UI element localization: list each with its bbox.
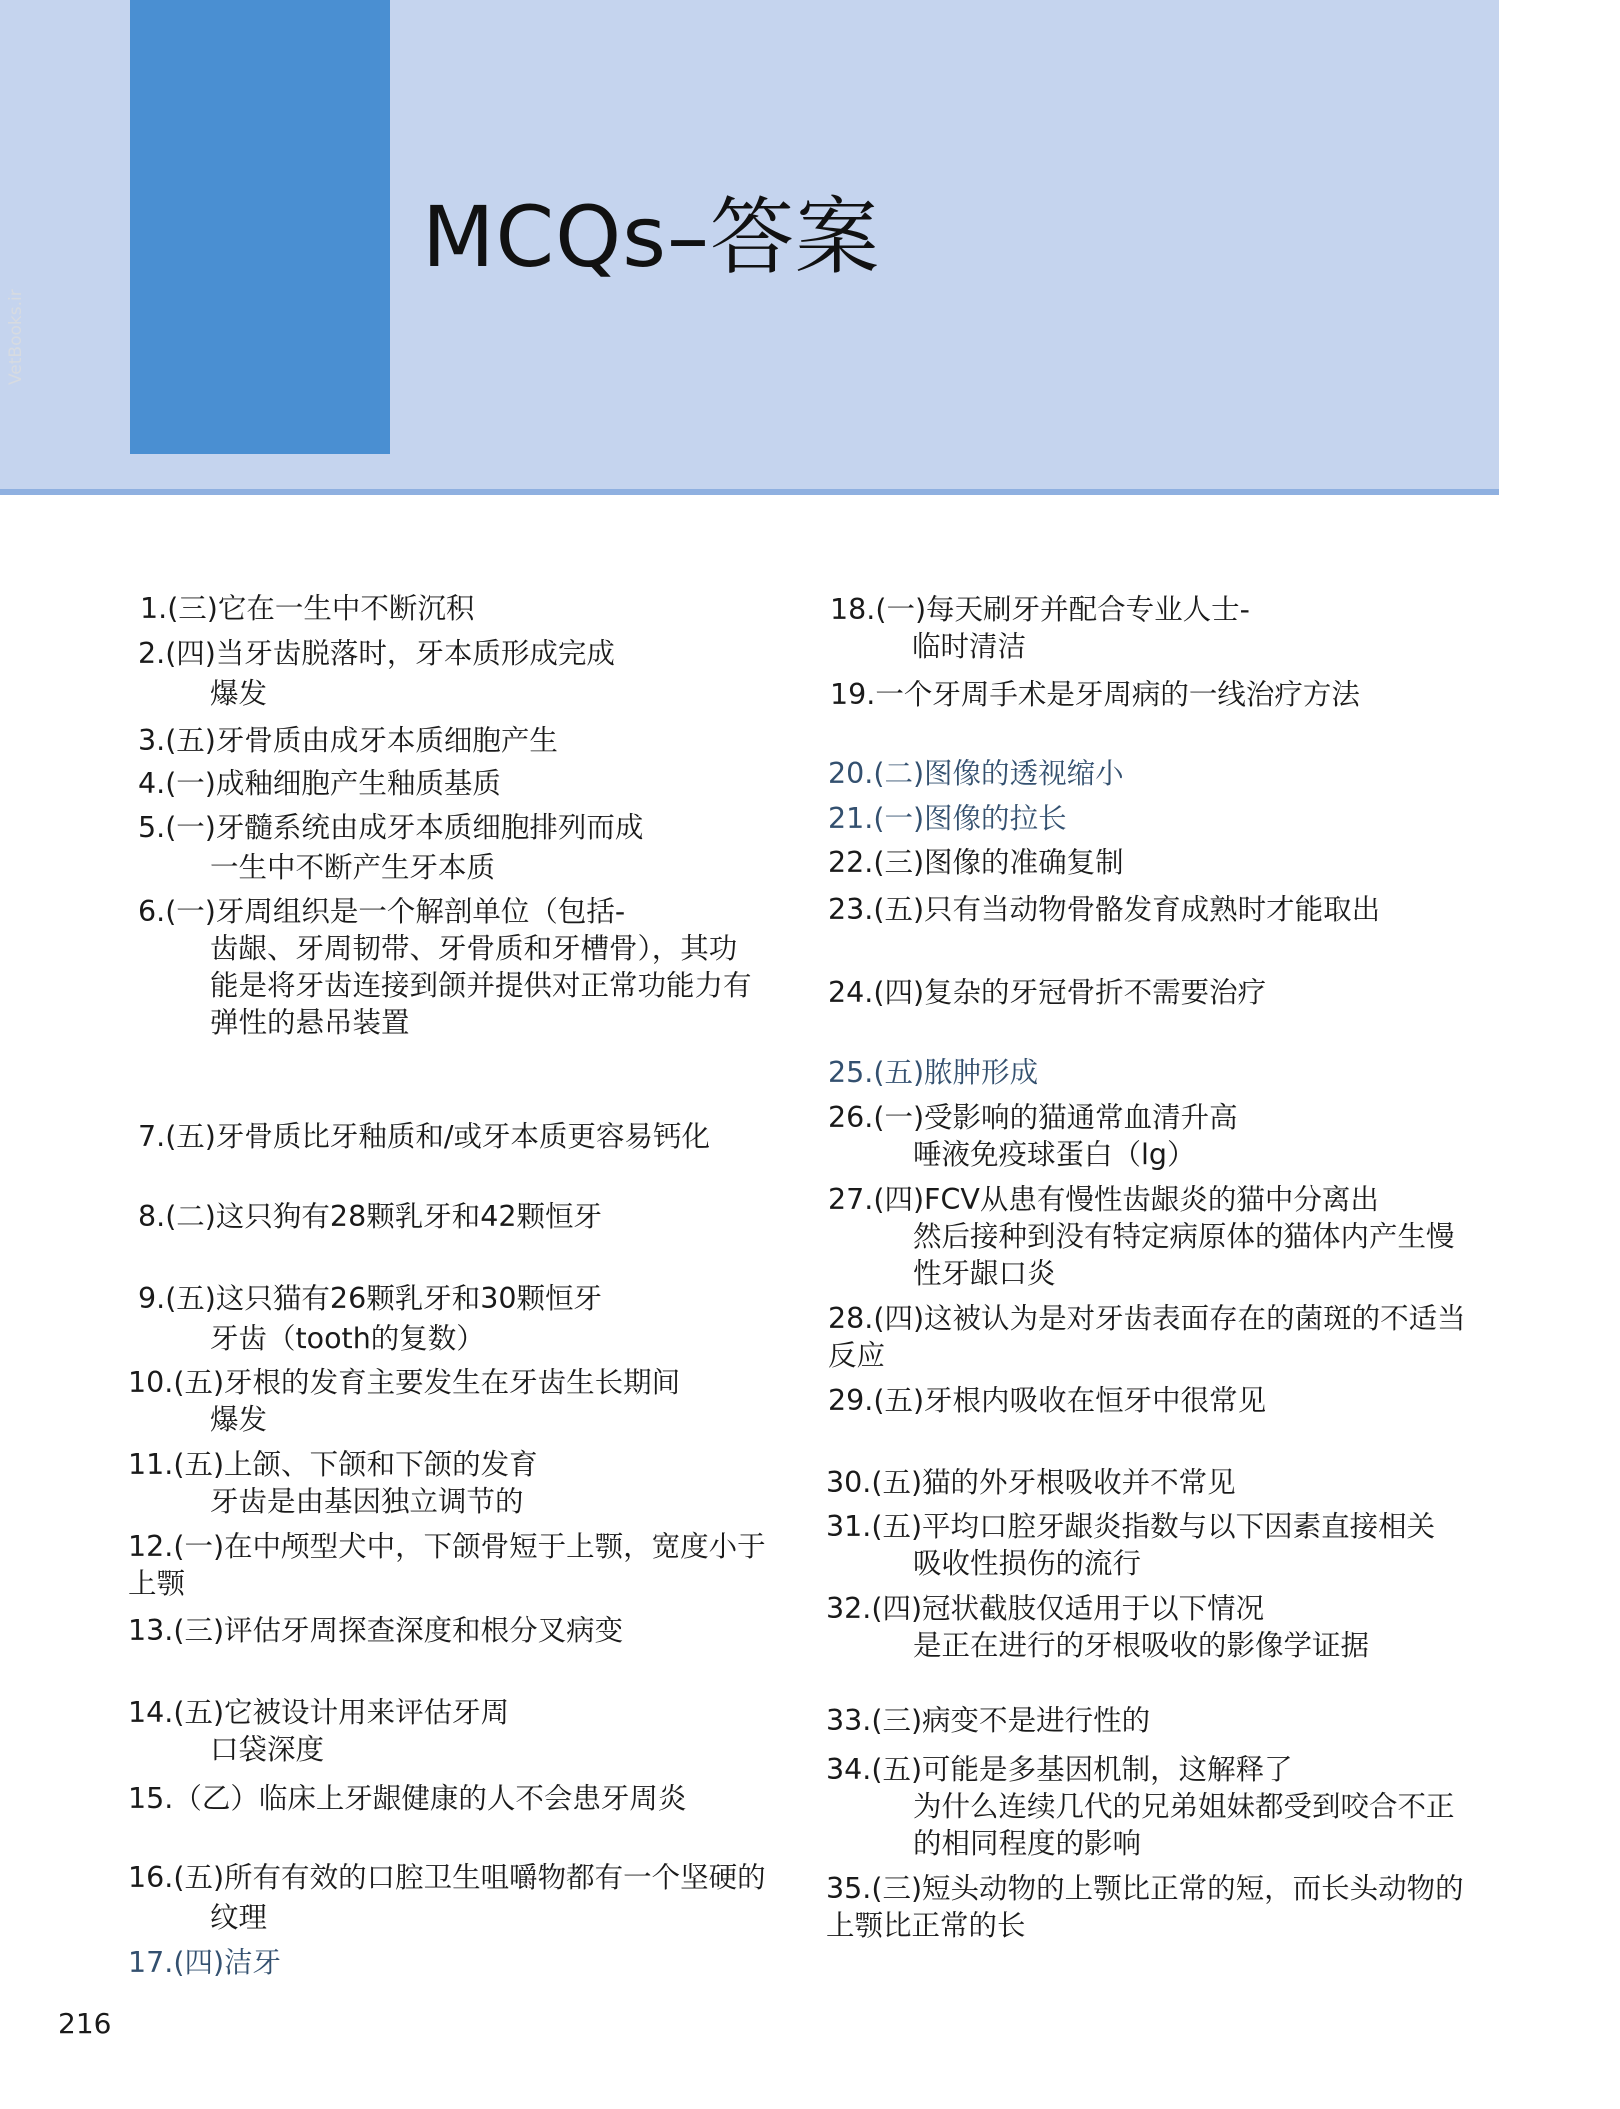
answer-line: 19.一个牙周手术是牙周病的一线治疗方法: [830, 678, 1360, 711]
answer-24: [828, 974, 1266, 1011]
answer-line: 纹理: [210, 1901, 268, 1934]
answer-6: [138, 893, 752, 1041]
answer-line: 25.(五)脓肿形成: [828, 1056, 1039, 1089]
answer-4: [138, 765, 501, 802]
answer-line: 20.(二)图像的透视缩小: [828, 757, 1124, 790]
answer-2: [138, 635, 615, 712]
answer-line: 上颚: [128, 1567, 186, 1600]
answer-8: [138, 1198, 602, 1235]
answer-12: [128, 1528, 766, 1602]
answer-line: 23.(五)只有当动物骨骼发育成熟时才能取出: [828, 893, 1381, 926]
answer-line: 爆发: [210, 677, 268, 710]
answer-line: 口袋深度: [210, 1733, 325, 1766]
header-accent-block: [130, 0, 390, 454]
answer-29: [828, 1382, 1266, 1419]
answer-line: 能是将牙齿连接到颌并提供对正常功能力有: [210, 969, 752, 1002]
answer-line: 牙齿（tooth的复数）: [210, 1322, 485, 1355]
answer-line: 17.(四)洁牙: [128, 1946, 282, 1979]
answer-34: [826, 1751, 1455, 1862]
answer-28: [828, 1300, 1466, 1374]
answer-5: [138, 809, 643, 886]
answer-line: 27.(四)FCV从患有慢性齿龈炎的猫中分离出: [828, 1183, 1379, 1216]
watermark: VetBooks.ir: [6, 289, 26, 385]
answer-line: 10.(五)牙根的发育主要发生在牙齿生长期间: [128, 1366, 681, 1399]
answer-23: [828, 891, 1380, 928]
answer-line: 24.(四)复杂的牙冠骨折不需要治疗: [828, 976, 1267, 1009]
answer-22: [828, 844, 1124, 881]
answer-line: 15.（乙）临床上牙龈健康的人不会患牙周炎: [128, 1782, 687, 1815]
answer-line: 9.(五)这只猫有26颗乳牙和30颗恒牙: [138, 1282, 602, 1315]
answer-line: 26.(一)受影响的猫通常血清升高: [828, 1101, 1238, 1134]
answer-17: [128, 1944, 281, 1981]
answer-25: [828, 1054, 1038, 1091]
answer-line: 13.(三)评估牙周探查深度和根分叉病变: [128, 1614, 624, 1647]
answer-line: 30.(五)猫的外牙根吸收并不常见: [826, 1466, 1236, 1499]
answer-line: 反应: [828, 1339, 886, 1372]
answer-18: [830, 591, 1250, 665]
answer-21: [828, 800, 1067, 837]
answer-line: 弹性的悬吊装置: [210, 1006, 410, 1039]
answer-line: 5.(一)牙髓系统由成牙本质细胞排列而成: [138, 811, 644, 844]
answer-10: [128, 1364, 680, 1438]
answer-line: 11.(五)上颌、下颌和下颌的发育: [128, 1448, 538, 1481]
answer-line: 3.(五)牙骨质由成牙本质细胞产生: [138, 724, 558, 757]
answer-line: 吸收性损伤的流行: [913, 1547, 1142, 1580]
answer-line: 的相同程度的影响: [913, 1827, 1142, 1860]
answer-20: [828, 755, 1124, 792]
answer-line: 18.(一)每天刷牙并配合专业人士-: [830, 593, 1250, 626]
page-title: MCQs–答案: [422, 188, 881, 286]
answer-line: 性牙龈口炎: [913, 1257, 1056, 1290]
answer-line: 29.(五)牙根内吸收在恒牙中很常见: [828, 1384, 1267, 1417]
answer-line: 为什么连续几代的兄弟姐妹都受到咬合不正: [913, 1790, 1455, 1823]
answer-line: 6.(一)牙周组织是一个解剖单位（包括-: [138, 895, 626, 928]
answer-19: [830, 676, 1360, 713]
answer-line: 31.(五)平均口腔牙龈炎指数与以下因素直接相关: [826, 1510, 1436, 1543]
answer-line: 34.(五)可能是多基因机制，这解释了: [826, 1753, 1293, 1786]
answer-line: 8.(二)这只狗有28颗乳牙和42颗恒牙: [138, 1200, 602, 1233]
answer-7: [138, 1118, 710, 1155]
answer-14: [128, 1694, 509, 1768]
answer-line: 1.(三)它在一生中不断沉积: [140, 592, 475, 625]
answer-line: 是正在进行的牙根吸收的影像学证据: [913, 1629, 1370, 1662]
answer-15: [128, 1780, 686, 1817]
answer-line: 22.(三)图像的准确复制: [828, 846, 1124, 879]
answer-11: [128, 1446, 538, 1520]
answer-line: 2.(四)当牙齿脱落时，牙本质形成完成: [138, 637, 615, 670]
answer-line: 唾液免疫球蛋白（lg）: [913, 1138, 1196, 1171]
answer-line: 32.(四)冠状截肢仅适用于以下情况: [826, 1592, 1265, 1625]
answer-16: [128, 1859, 766, 1936]
answer-line: 然后接种到没有特定病原体的猫体内产生慢: [913, 1220, 1455, 1253]
answer-line: 4.(一)成釉细胞产生釉质基质: [138, 767, 501, 800]
answer-line: 21.(一)图像的拉长: [828, 802, 1067, 835]
answer-33: [826, 1702, 1150, 1739]
answer-line: 齿龈、牙周韧带、牙骨质和牙槽骨），其功: [210, 932, 738, 965]
answer-line: 28.(四)这被认为是对牙齿表面存在的菌斑的不适当: [828, 1302, 1466, 1335]
page-number: 216: [58, 2007, 112, 2040]
answer-1: [140, 590, 474, 627]
answer-9: [138, 1280, 602, 1357]
answer-13: [128, 1612, 623, 1649]
answer-26: [828, 1099, 1238, 1173]
answer-35: [826, 1870, 1464, 1944]
answer-32: [826, 1590, 1369, 1664]
answer-line: 35.(三)短头动物的上颚比正常的短，而长头动物的: [826, 1872, 1464, 1905]
answer-line: 7.(五)牙骨质比牙釉质和/或牙本质更容易钙化: [138, 1120, 711, 1153]
answer-27: [828, 1181, 1455, 1292]
answer-line: 16.(五)所有有效的口腔卫生咀嚼物都有一个坚硬的: [128, 1861, 766, 1894]
answer-line: 12.(一)在中颅型犬中，下颌骨短于上颚，宽度小于: [128, 1530, 766, 1563]
answer-line: 上颚比正常的长: [826, 1909, 1026, 1942]
answer-line: 一生中不断产生牙本质: [210, 851, 496, 884]
answer-31: [826, 1508, 1435, 1582]
answer-line: 爆发: [210, 1403, 268, 1436]
answer-line: 临时清洁: [912, 630, 1027, 663]
answer-3: [138, 722, 558, 759]
answer-30: [826, 1464, 1236, 1501]
answer-line: 33.(三)病变不是进行性的: [826, 1704, 1151, 1737]
answer-line: 14.(五)它被设计用来评估牙周: [128, 1696, 510, 1729]
answer-line: 牙齿是由基因独立调节的: [210, 1485, 524, 1518]
